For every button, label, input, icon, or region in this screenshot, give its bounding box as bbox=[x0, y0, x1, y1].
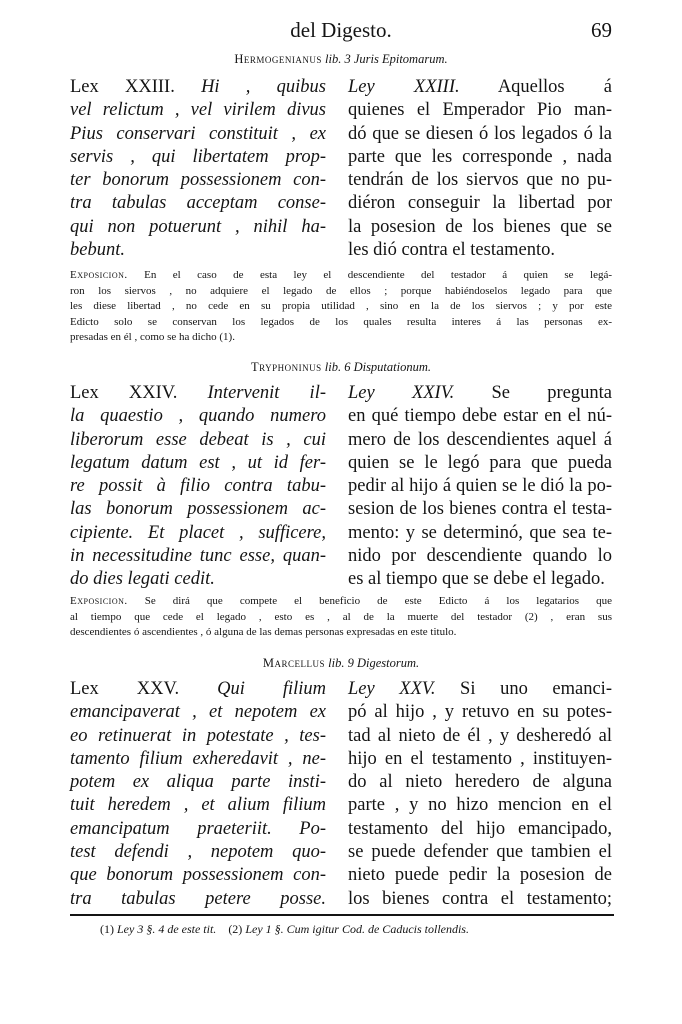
spanish-text-block-2 bbox=[348, 382, 612, 592]
spanish-line: tad al nieto de él , y desheredó al bbox=[348, 725, 612, 746]
spanish-line: testamento del hijo emancipado, bbox=[348, 818, 612, 839]
latin-line: test defendi , nepotem quo- bbox=[70, 842, 326, 863]
source-line-1 bbox=[0, 52, 682, 67]
exposicion-line: descendientes ó ascendientes , ó alguna de las demas personas expresadas en este titulo. bbox=[70, 626, 457, 638]
footnotes bbox=[100, 922, 620, 937]
spanish-line: pedir al hijo á quien se le dió la po- bbox=[348, 476, 612, 497]
exposicion-line: Exposicion. Se dirá que compete el beneficio de este Edicto á los legatarios que bbox=[70, 595, 613, 607]
latin-line: tra tabulas petere posse. bbox=[70, 888, 326, 909]
latin-line: in necessitudine tunc esse, quan- bbox=[70, 546, 326, 567]
ley-label: Ley XXV. bbox=[348, 679, 436, 699]
exposicion-line: ron los siervos , no adquiere el legado de ellos ; porque habiéndoselos legado para que bbox=[70, 284, 612, 297]
latin-line: emancipaverat , et nepotem ex bbox=[70, 702, 326, 723]
source-author: Hermogenianus bbox=[234, 52, 322, 66]
latin-line: que bonorum possessionem con- bbox=[70, 865, 326, 886]
latin-line: ter bonorum possessionem con- bbox=[70, 170, 326, 191]
spanish-line: quienes el Emperador Pio man- bbox=[348, 100, 612, 121]
latin-line: eo retinuerat in potestate , tes- bbox=[70, 725, 326, 746]
source-line-2 bbox=[0, 360, 682, 375]
latin-line: la quaestio , quando numero bbox=[70, 406, 326, 427]
spanish-line: quien se le legó para que pueda bbox=[348, 452, 612, 473]
ley-label: Ley XXIII. bbox=[348, 77, 460, 97]
latin-line: servis , qui libertatem prop- bbox=[70, 146, 326, 167]
latin-line: liberorum esse debeat is , cui bbox=[70, 429, 326, 450]
footnote-1-text: Ley 3 §. 4 de este tit. bbox=[117, 922, 217, 936]
source-line-3 bbox=[0, 656, 682, 671]
latin-line: tuit heredem , et alium filium bbox=[70, 795, 326, 816]
latin-text-block-1 bbox=[70, 76, 326, 262]
spanish-line: hijo en el testamento , instituyen- bbox=[348, 748, 612, 769]
spanish-line: en qué tiempo debe estar en el nú- bbox=[348, 406, 612, 427]
source-work: lib. 3 Juris Epitomarum. bbox=[325, 52, 448, 66]
spanish-line: tendrán de los siervos que no pu- bbox=[348, 170, 612, 191]
spanish-line: sesion de los bienes contra el testa- bbox=[348, 499, 612, 520]
page-number: 69 bbox=[591, 18, 612, 42]
latin-line: Lex XXIII. Hi , quibus bbox=[70, 77, 326, 97]
spanish-line: es al tiempo que se debe el legado. bbox=[348, 569, 605, 590]
exposicion-line: presadas en él , como se ha dicho (1). bbox=[70, 331, 235, 343]
exposicion-line: al tiempo que cede el legado , esto es , al de la muerte del testador (2) , eran sus bbox=[70, 610, 612, 623]
latin-line: Lex XXIV. Intervenit il- bbox=[70, 383, 326, 403]
latin-line: cipiente. Et placet , sufficere, bbox=[70, 522, 326, 543]
spanish-line: los bienes contra el testamento; bbox=[348, 888, 612, 909]
footnote-rule bbox=[70, 914, 614, 916]
exposicion-block-2 bbox=[70, 594, 612, 641]
spanish-line: la posesion de los bienes que se bbox=[348, 216, 612, 237]
page-title: del Digesto. bbox=[290, 18, 392, 42]
source-work: lib. 9 Digestorum. bbox=[328, 656, 420, 670]
spanish-line: parte , y no hizo mencion en el bbox=[348, 795, 612, 816]
lex-label: Lex XXV. bbox=[70, 679, 180, 699]
exposicion-line: Edicto solo se conservan los legados de los quales resulta interes á las personas ex- bbox=[70, 315, 612, 328]
spanish-line: parte que les corresponde , nada bbox=[348, 146, 612, 167]
latin-line: vel relictum , vel virilem divus bbox=[70, 100, 326, 121]
footnote-2-mark: (2) bbox=[228, 922, 243, 936]
latin-line: qui non potuerunt , nihil ha- bbox=[70, 216, 326, 237]
latin-line: emancipatum praeteriit. Po- bbox=[70, 818, 326, 839]
spanish-line: Ley XXIII. Aquellos á bbox=[348, 77, 613, 97]
footnote-2-text: Ley 1 §. Cum igitur Cod. de Caducis tollendis. bbox=[245, 922, 469, 936]
spanish-line: mero de los descendientes aquel á bbox=[348, 429, 612, 450]
spanish-line: nido por descendiente quando lo bbox=[348, 546, 612, 567]
spanish-line: les dió contra el testamento. bbox=[348, 240, 556, 261]
running-head bbox=[0, 18, 682, 48]
latin-line: bebunt. bbox=[70, 240, 125, 261]
exposicion-label: Exposicion. bbox=[70, 269, 128, 281]
exposicion-block-1 bbox=[70, 268, 612, 346]
latin-line: do dies legati cedit. bbox=[70, 569, 215, 590]
spanish-text-block-3 bbox=[348, 678, 612, 911]
latin-line: re possit à filio contra tabu- bbox=[70, 476, 326, 497]
source-work: lib. 6 Disputationum. bbox=[324, 360, 432, 374]
lex-label: Lex XXIV. bbox=[70, 383, 178, 403]
latin-line: tra tabulas acceptam conse- bbox=[70, 193, 326, 214]
latin-line: Lex XXV. Qui filium bbox=[70, 679, 326, 699]
spanish-line: do al nieto heredero de alguna bbox=[348, 772, 612, 793]
spanish-line: diéron conseguir la libertad por bbox=[348, 193, 612, 214]
spanish-text-block-1 bbox=[348, 76, 612, 262]
source-author: Tryphoninus bbox=[250, 360, 322, 374]
exposicion-line: Exposicion. En el caso de esta ley el descendiente del testador á quien se legá- bbox=[70, 269, 612, 281]
lex-label: Lex XXIII. bbox=[70, 77, 175, 97]
latin-line: Pius conservari constituit , ex bbox=[70, 123, 326, 144]
exposicion-label: Exposicion. bbox=[70, 595, 128, 607]
latin-line: legatum datum est , ut id fer- bbox=[70, 452, 326, 473]
latin-line: las bonorum possessionem ac- bbox=[70, 499, 326, 520]
ley-label: Ley XXIV. bbox=[348, 383, 455, 403]
latin-line: tamento filium exheredavit , ne- bbox=[70, 748, 326, 769]
spanish-line: mento: y se determinó, que sea te- bbox=[348, 522, 612, 543]
source-author: Marcellus bbox=[262, 656, 325, 670]
spanish-line: dó que se diesen ó los legados ó la bbox=[348, 123, 612, 144]
latin-line: potem ex aliqua parte insti- bbox=[70, 772, 326, 793]
exposicion-line: les diese libertad , no cede en su propia utilidad , sino en la de los siervos ; y por este bbox=[70, 300, 612, 312]
spanish-line: nieto puede pedir la posesion de bbox=[348, 865, 612, 886]
spanish-line: Ley XXIV. Se pregunta bbox=[348, 383, 612, 403]
spanish-line: Ley XXV. Si uno emanci- bbox=[348, 679, 612, 699]
latin-text-block-3 bbox=[70, 678, 326, 911]
spanish-line: se puede defender que tambien el bbox=[348, 842, 612, 863]
latin-text-block-2 bbox=[70, 382, 326, 592]
spanish-line: pó al hijo , y retuvo en su potes- bbox=[348, 702, 612, 723]
footnote-1-mark: (1) bbox=[100, 922, 114, 936]
